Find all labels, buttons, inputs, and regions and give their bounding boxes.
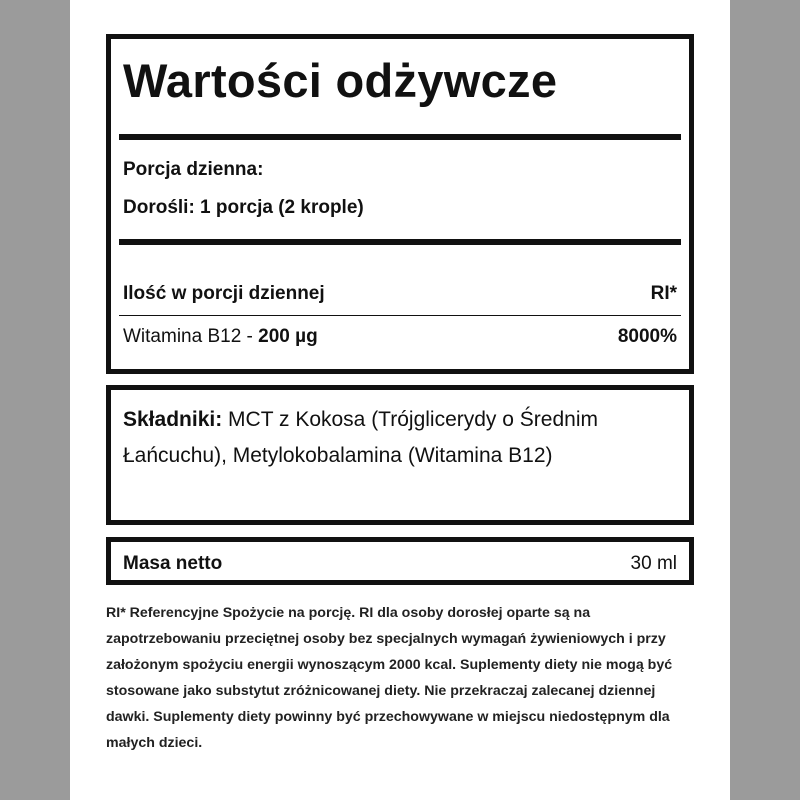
net-mass-box: [106, 537, 694, 585]
ingredients-text: [123, 402, 633, 474]
nutrient-amount: 200 µg: [258, 326, 318, 347]
ri-header: RI*: [650, 283, 677, 304]
ingredients-list: MCT z Kokosa (Trójglicerydy o Średnim Łańcuchu), Metylokobalamina (Witamina B12): [123, 408, 598, 467]
ingredients-label: Składniki:: [123, 408, 223, 431]
nutrient-name: Witamina B12 -: [123, 326, 259, 347]
serving-title: Porcja dzienna:: [123, 159, 264, 180]
footnote: RI* Referencyjne Spożycie na porcję. RI dla osoby dorosłej oparte są na zapotrzebowaniu przeciętnej osoby bez specjalnych wymagań żywieniowych i przy założonym spożyciu energii wynoszącym 2000 kcal. Suplementy diety nie mogą być stosowane jako substytut zróżnicowanej diety. Nie przekraczaj zalecanej dziennej dawki. Suplementy diety powinny być przechowywane w miejscu niedostępnym dla małych dzieci.: [106, 605, 673, 751]
ingredients-box: [106, 385, 694, 525]
nutrient-ri-percent: 8000%: [617, 326, 677, 347]
thick-divider: [119, 239, 681, 245]
left-gray-bar: [0, 0, 70, 800]
label-title: Wartości odżywcze: [123, 54, 558, 107]
table-row: [123, 326, 318, 348]
serving-value: Dorośli: 1 porcja (2 krople): [123, 197, 364, 218]
thin-divider: [119, 315, 681, 316]
nutrition-label: [70, 0, 730, 800]
thick-divider: [119, 134, 681, 140]
nutrition-facts-box: [106, 34, 694, 374]
net-mass-label: Masa netto: [123, 553, 223, 574]
net-mass-value: 30 ml: [630, 553, 677, 574]
right-gray-bar: [730, 0, 800, 800]
amount-header: Ilość w porcji dziennej: [123, 283, 325, 304]
